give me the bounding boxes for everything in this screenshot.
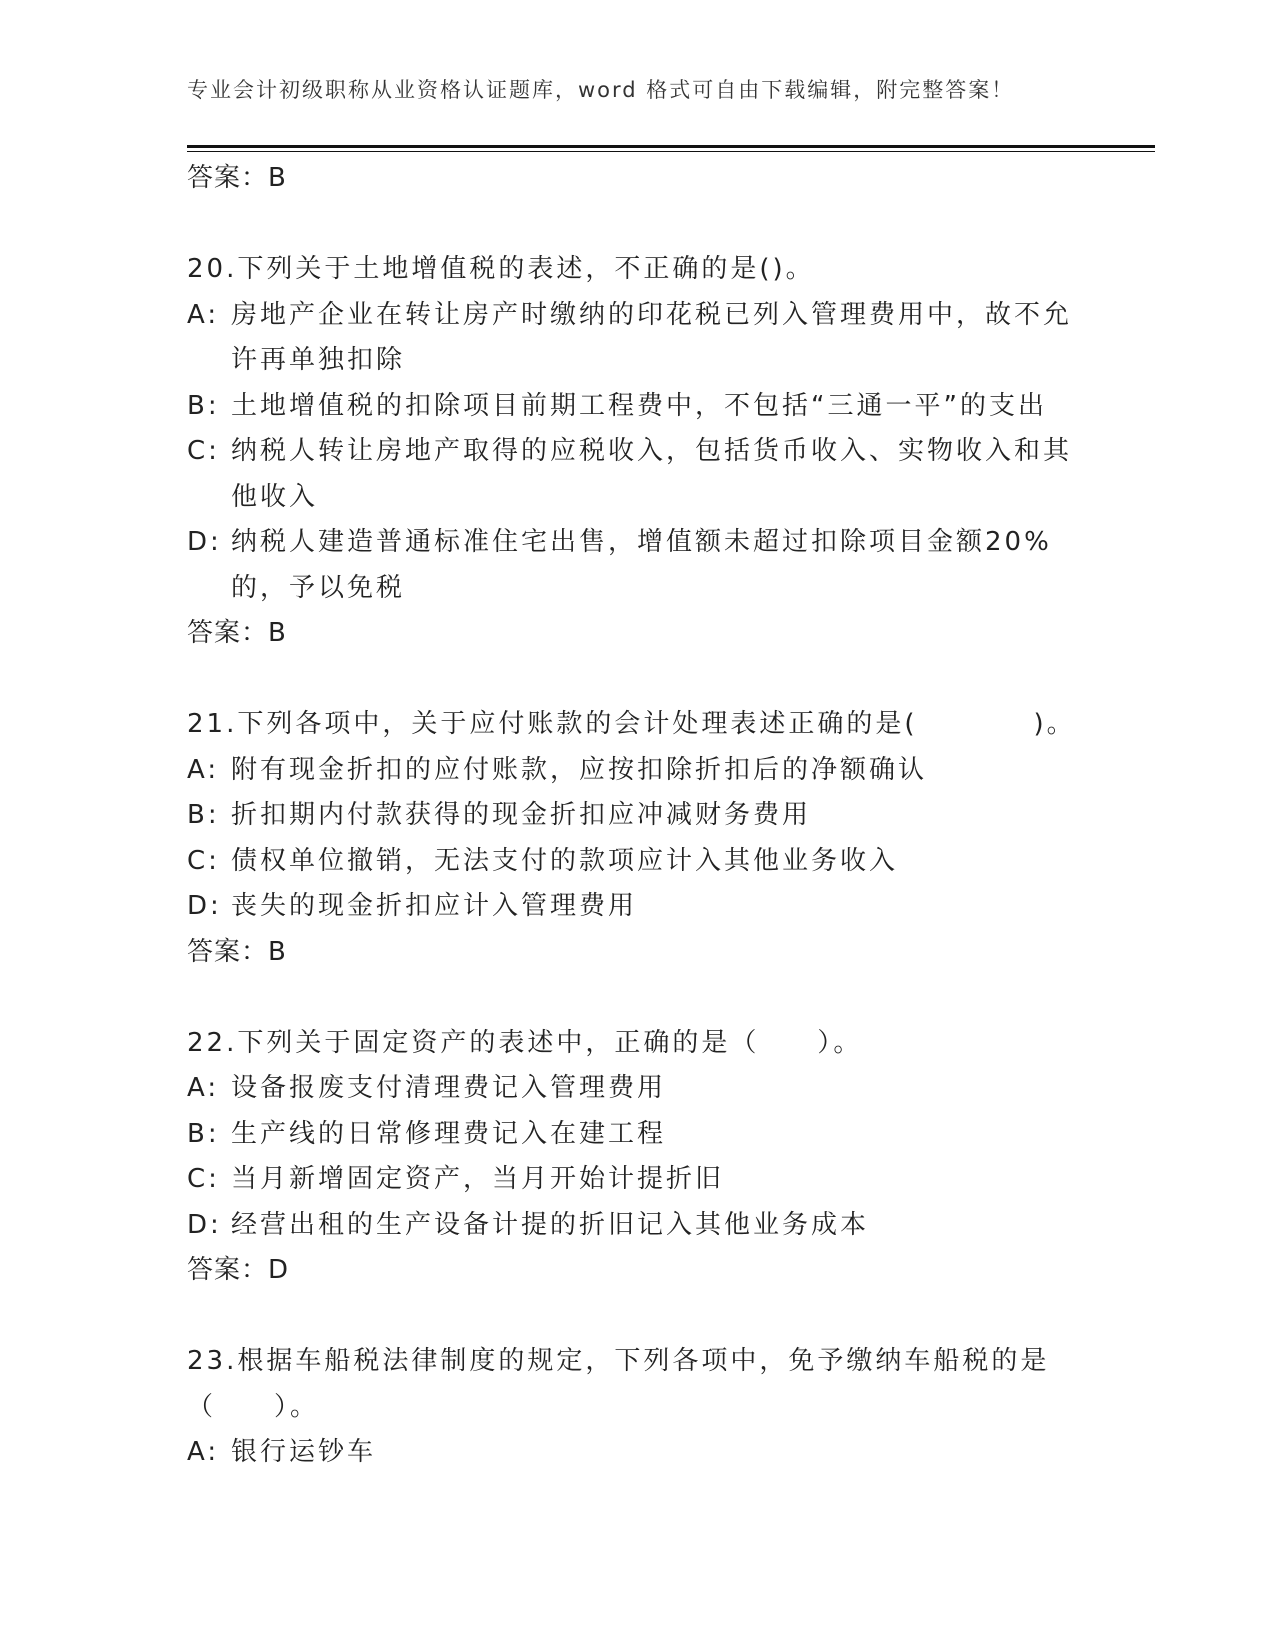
question-stem: 23.根据车船税法律制度的规定，下列各项中，免予缴纳车船税的是（ ）。 [187,1346,1050,1422]
option-c [187,429,1077,520]
option-key: D: [187,1209,222,1240]
option-text: 附有现金折扣的应付账款，应按扣除折扣后的净额确认 [231,754,928,785]
option-b [187,1112,1077,1158]
option-key: B: [187,800,220,830]
spacer [187,1294,1077,1340]
option-key: A: [187,754,220,785]
option-text: 丧失的现金折扣应计入管理费用 [231,891,638,921]
option-key: A: [187,1073,220,1103]
header-divider-thick [187,145,1155,148]
answer-line: 答案：B [187,618,287,648]
question-list [187,156,1077,1476]
option-text: 银行运钞车 [231,1437,377,1467]
option-key: C: [187,436,220,466]
question-stem: 22.下列关于固定资产的表述中，正确的是（ ）。 [187,1027,863,1058]
option-text: 经营出租的生产设备计提的折旧记入其他业务成本 [231,1209,870,1240]
option-b [187,384,1077,430]
question-22 [187,1021,1077,1294]
option-key: D: [187,527,222,557]
spacer [187,657,1077,703]
option-d [187,520,1077,611]
option-a [187,293,1077,384]
option-text: 折扣期内付款获得的现金折扣应冲减财务费用 [231,800,812,830]
spacer [187,975,1077,1021]
option-key: C: [187,845,220,876]
option-c [187,1157,1077,1203]
option-text: 房地产企业在转让房产时缴纳的印花税已列入管理费用中，故不允许再单独扣除 [231,299,1073,375]
option-text: 土地增值税的扣除项目前期工程费中，不包括“三通一平”的支出 [231,390,1047,421]
option-text: 生产线的日常修理费记入在建工程 [231,1118,667,1149]
question-23 [187,1339,1077,1476]
option-text: 纳税人建造普通标准住宅出售，增值额未超过扣除项目金额20%的，予以免税 [231,527,1052,603]
option-d [187,884,1077,930]
answer-line: 答案：D [187,1255,290,1285]
answer-line: 答案：B [187,163,287,193]
answer-line: 答案：B [187,936,287,967]
option-a [187,1066,1077,1112]
question-stem: 21.下列各项中，关于应付账款的会计处理表述正确的是( )。 [187,709,1076,739]
question-21 [187,702,1077,975]
option-key: A: [187,1437,220,1467]
spacer [187,202,1077,248]
option-key: C: [187,1164,220,1194]
option-text: 设备报废支付清理费记入管理费用 [231,1073,667,1103]
option-a [187,748,1077,794]
option-key: D: [187,891,222,921]
option-key: A: [187,299,220,330]
option-a [187,1430,1077,1476]
option-text: 当月新增固定资产，当月开始计提折旧 [231,1164,725,1194]
question-20 [187,247,1077,657]
option-text: 债权单位撤销，无法支付的款项应计入其他业务收入 [231,845,899,876]
option-key: B: [187,390,220,421]
option-b [187,793,1077,839]
option-c [187,839,1077,885]
option-text: 纳税人转让房地产取得的应税收入，包括货币收入、实物收入和其他收入 [231,436,1073,512]
header-divider-thin [187,151,1155,152]
option-d [187,1203,1077,1249]
document-header: 专业会计初级职称从业资格认证题库，word 格式可自由下载编辑，附完整答案！ [187,78,1015,102]
question-stem: 20.下列关于土地增值税的表述，不正确的是()。 [187,254,815,284]
option-key: B: [187,1118,220,1149]
